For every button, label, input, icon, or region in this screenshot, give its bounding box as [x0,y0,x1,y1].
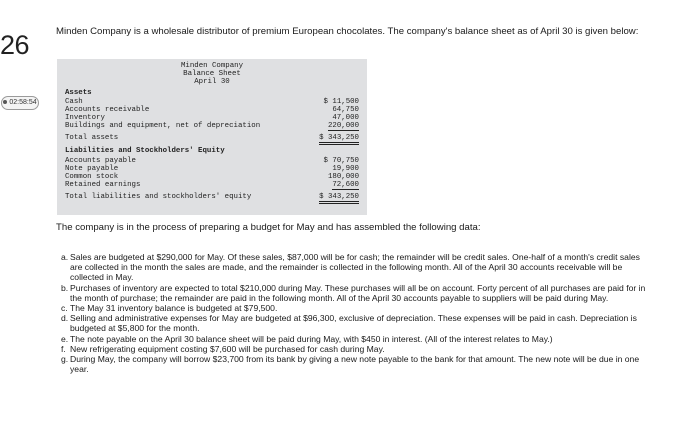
liability-row: Retained earnings 72,600 [65,181,359,189]
liability-row: Note payable 19,900 [65,165,359,173]
list-item: c. The May 31 inventory balance is budgeted at $79,500. [61,303,278,314]
data-list [62,252,647,374]
liability-row: Common stock 180,000 [65,173,359,181]
assets-heading: Assets [65,89,92,97]
list-item: b. Purchases of inventory are expected to total $210,000 during May. These purchases will all be on account. Forty percent of all purchases are paid for in the month of purchase; the remainder are paid in the following month. All of the April 30 accounts payable to suppliers will be paid during May. [61,282,646,303]
asset-row: Accounts receivable 64,750 [65,106,359,114]
balance-sheet-company: Minden Company [180,62,244,70]
asset-row: Buildings and equipment, net of depreciation 220,000 [65,122,359,130]
balance-sheet-date: April 30 [194,78,230,86]
list-item: d. Selling and administrative expenses for May are budgeted at $96,300, exclusive of depreciation. These expenses will be paid in cash. Depreciation is budgeted at $5,800 for the month. [61,313,637,334]
total-liabilities-row: Total liabilities and stockholders' equity $ 343,250 [65,193,363,201]
list-item: a. Sales are budgeted at $290,000 for May. Of these sales, $87,000 will be for cash; the remainder will be credit sales. One-half of a month's credit sales are collected in the month the sales are made, and the remainder is collected in the following month. All of the April 30 accounts receivable will be collected in May. [61,252,640,283]
list-item: g. During May, the company will borrow $23,700 from its bank by giving a new note payable to the bank for that amount. The new note will be due in one year. [61,354,640,375]
balance-sheet [57,59,367,215]
asset-row: Cash $ 11,500 [65,98,359,106]
liabilities-heading: Liabilities and Stockholders' Equity [65,147,225,155]
asset-row: Inventory 47,000 [65,114,359,122]
clock-icon [3,100,7,104]
total-assets-row: Total assets $ 343,250 [65,134,363,142]
timer-text: 02:58:54 [9,99,37,106]
list-item: e. The note payable on the April 30 balance sheet will be paid during May, with $450 in interest. (All of the interest relates to May.) [61,333,553,344]
liability-row: Accounts payable $ 70,750 [65,157,359,165]
question-intro: Minden Company is a wholesale distributor of premium European chocolates. The company's balance sheet as of April 30 is given below: [56,26,639,37]
timer-badge [1,96,39,110]
question-number: 26 [0,30,30,60]
list-item: f. New refrigerating equipment costing $7,600 will be purchased for cash during May. [61,343,385,354]
balance-sheet-title: Balance Sheet [183,70,241,78]
process-text: The company is in the process of preparing a budget for May and has assembled the following data: [56,222,481,233]
